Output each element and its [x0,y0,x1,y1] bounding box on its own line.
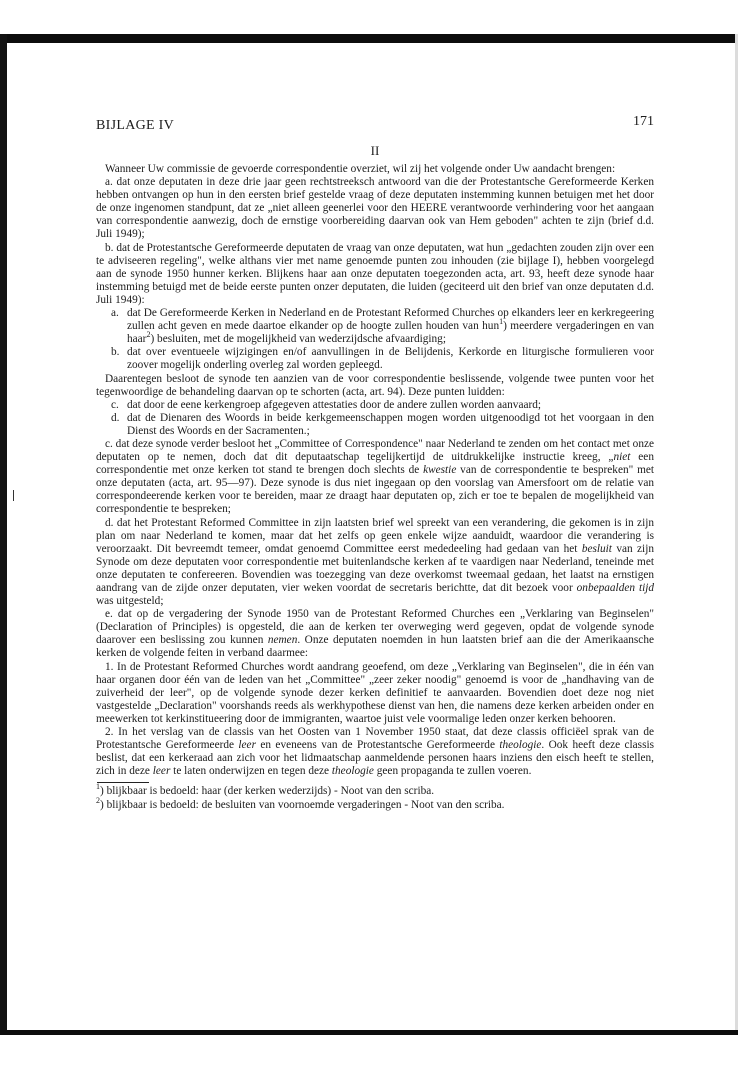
paragraph-daarentegen: Daarentegen besloot de synode ten aanzien van de voor correspondentie beslissende, volgende twee punten voor het tegenwoordige de behandeling daarvan op te schorten (acta, art. 94). Deze punten luidden: [96,372,654,398]
page-header [96,113,654,133]
numbered-paragraph-2: 2. In het verslag van de classis van het Oosten van 1 November 1950 staat, dat deze classis officiëel sprak van de Protestantsche Gereformeerde leer en eveneens van de Protestantsche Gereformeerde theologie. Ook heeft deze classis beslist, dat een kerkeraad aan zich voor het lidmaatschap aanmeldende personen haars inziens den eisch heeft te stellen, zich in deze leer te laten onderwijzen en tegen deze theologie geen propaganda te zullen voeren. [96,726,655,778]
intro-paragraph: Wanneer Uw commissie de gevoerde correspondentie overziet, wil zij het volgende onder Uw aandacht brengen: [105,163,616,175]
paragraph-c: c. dat deze synode verder besloot het „Committee of Correspondence" naar Nederland te zenden om het contact met onze deputaten op te nemen, doch dat dit deputaatschap tegelijkertijd de uitdrukkelijke instructie kreeg, „niet een correspondentie met onze kerken tot stand te brengen doch slechts de kwestie van de correspondentie te bespreken" met onze deputaten (acta, art. 95—97). Deze synode is dus niet ingegaan op den voorslag van Amersfoort om de relatie van correspondeerende kerken voor te bereiden, maar ze draagt haar deputaten op, zich er toe te bepalen de mogelijkheid van correspondentie te bespreken; [96,437,655,516]
footnote-rule [97,782,149,783]
scan-border-top [0,34,738,43]
footnote-2: $^2$) blijkbaar is bedoeld: de besluiten van voornoemde vergaderingen - Noot van den scriba. [96,795,505,811]
sub-item-label: d. [111,411,120,424]
scan-border-left [0,34,7,1034]
footnote-ref-2: 2 [146,330,151,340]
paragraph-d: d. dat het Protestant Reformed Committee in zijn laatsten brief wel spreekt van een verandering, die gekomen is in zijn plan om naar Nederland te komen, maar dat het zelfs op geen enkele wijze aanduidt, waardoor die verandering is veroorzaakt. Dit bevreemdt temeer, omdat genoemd Committee eerst mededeeling had gedaan van het besluit van zijn Synode om deze deputaten voor correspondentie met buitenlandsche kerken af te vaardigen naar Nederland, teneinde met onze deputaten te confereeren. Bovendien was toezegging van deze overkomst tweemaal gedaan, het laatst na ernstigen aandrang van de zijde onzer deputaten, vier weken voordat de secretaris berichtte, dat dit bezoek voor onbepaalden tijd was uitgesteld; [96,516,655,608]
footnote-mark: 2 [96,795,100,805]
sub-item-label: c. [111,398,119,411]
sub-item-label: a. [111,307,119,320]
scan-border-bottom [0,1030,738,1035]
paragraph-a: a. dat onze deputaten in deze drie jaar geen rechtstreeksch antwoord van die der Protestantsche Gereformeerde Kerken hebben ontvangen op hun in den eersten brief gestelde vraag of deze deputaten instemming kunnen betuigen met het door de onze ingenomen standpunt, dat ze „niet alleen geenerlei voor den HEERE verantwoorde verhindering voor het aangaan van correspondentie aanwezig, doch de ernstige voorbereiding daarvan ook van Hem geboden" achten te zijn (brief d.d. Juli 1949); [96,176,654,241]
sub-item-c: c. dat door de eene kerkengroep afgegeven attestaties door de andere zullen worden aanvaard; [111,398,542,411]
sub-item-a: a. dat De Gereformeerde Kerken in Nederland en de Protestant Reformed Churches op elkanders leer en kerkregeering zullen acht geven en mede daartoe elkander op de hoogte zullen houden van hun$^1$) meerdere vergaderingen en van haar$^2$) besluiten, met de mogelijkheid van wederzijdsche afvaardiging; [111,307,654,346]
section-number: II [370,143,380,158]
footnote-mark: 1 [96,782,100,792]
numbered-paragraph-1: 1. In de Protestant Reformed Churches wordt aandrang geoefend, om deze „Verklaring van Beginselen", die in één van haar organen door één van de leden van het „Committee" „zeer zeker noodig" genoemd is voor de „handhaving van de zuiverheid der leer", op de volgende synode dezer kerken definitief te aanvaarden. Bovendien doet deze nog niet vastgestelde „Declaration" voorshands reeds als werkhypothese dienst van hen, die namens deze kerken arbeiden onder en meewerken tot kerkinstitueering door de immigranten, waartoe juist vele voormalige leden onzer kerken behooren. [96,660,654,725]
paragraph-b: b. dat de Protestantsche Gereformeerde deputaten de vraag van onze deputaten, wat hun „gedachten zouden zijn over een te adviseeren regeling", welke althans vier met name genoemde punten zou inhouden (zie bijlage I), hebben voorgelegd aan de synode 1950 hunner kerken. Blijkens haar aan onze deputaten toegezonden acta, art. 93, heeft deze synode haar instemming betuigd met de beide eerste punten onzer deputaten, die luiden (geciteerd uit den brief van onze deputaten d.d. Juli 1949): [96,241,654,306]
page-number: 171 [633,114,654,129]
document-page [96,113,654,812]
sub-item-label: b. [111,346,120,359]
margin-mark [13,490,14,501]
footnote-ref-1: 1 [499,317,504,327]
running-title: BIJLAGE IV [96,118,175,133]
sub-item-b: b. dat over eventueele wijzigingen en/of aanvullingen in de Belijdenis, Kerkorde en liturgische formulieren voor zoover mogelijk onderling overleg zal worden gepleegd. [111,346,654,372]
footnote-1: $^1$) blijkbaar is bedoeld: haar (der kerken wederzijds) - Noot van den scriba. [96,782,435,798]
paragraph-e: e. dat op de vergadering der Synode 1950 van de Protestant Reformed Churches een „Verklaring van Beginselen" (Declaration of Principles) is opgesteld, die aan de kerken ter overweging werd gegeven, opdat de volgende synode daarover een beslissing zou kunnen nemen. Onze deputaten noemden in hun laatsten brief aan die der Amerikaansche kerken de volgende feiten in verband daarmee: [96,608,654,660]
sub-item-d: d. dat de Dienaren des Woords in beide kerkgemeenschappen mogen worden uitgenoodigd tot het voorgaan in den Dienst des Woords en der Sacramenten.; [111,411,654,437]
